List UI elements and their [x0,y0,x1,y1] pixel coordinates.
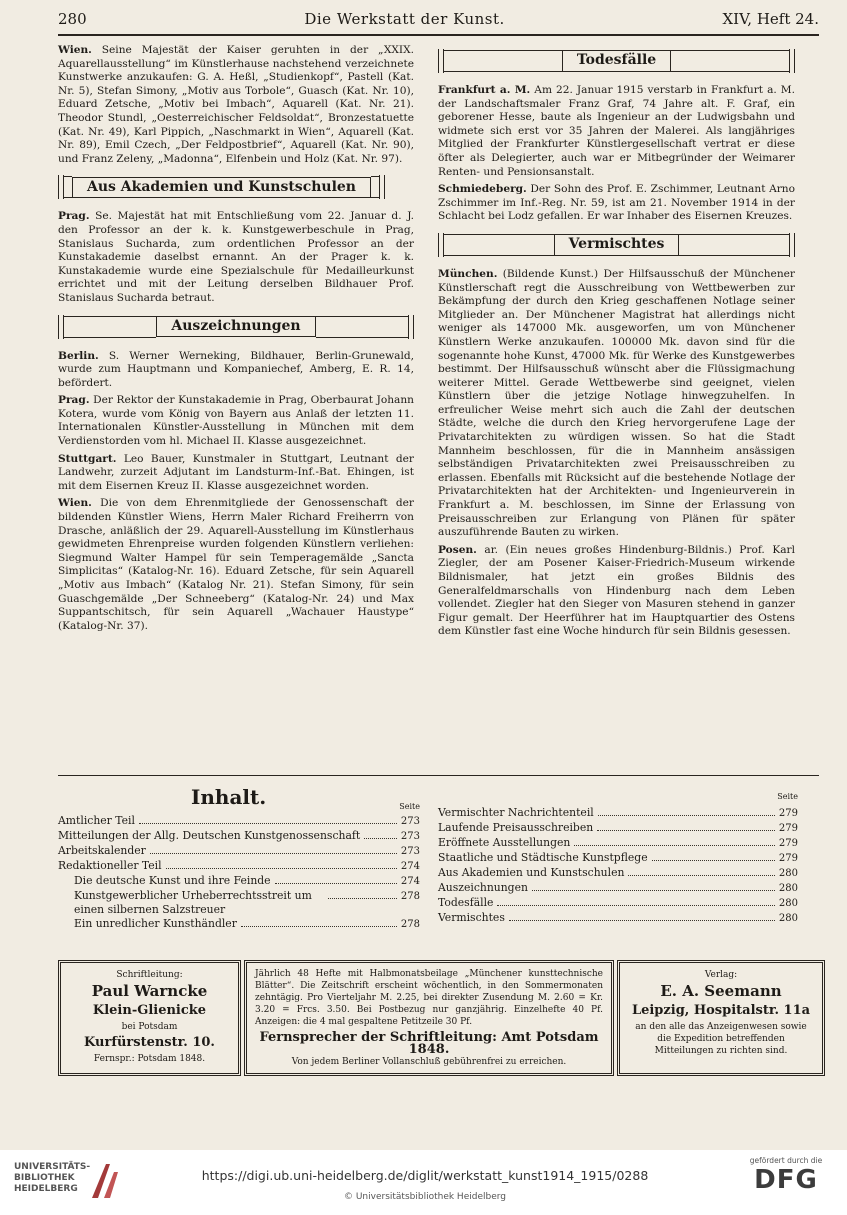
library-logo[interactable]: UNIVERSITÄTS- BIBLIOTHEK HEIDELBERG [14,1162,134,1195]
article-prag-2: Prag. Der Rektor der Kunstakademie in Prag, Oberbaurat Johann Kotera, wurde vom König von Bayern aus Anlaß der letzten 11. Internationalen Künstler-Ausstellung in München mit dem Verdienstorden vom hl. Michael II. Klasse ausgezeichnet. [58,394,414,448]
running-header [58,8,819,30]
toc-title: Inhalt. [191,785,267,809]
toc-entry: Vermischtes 280 [438,911,798,924]
section-heading-vermischtes: Vermischtes [438,232,795,258]
issue-label: XIV, Heft 24. [722,10,819,28]
article-wien: Wien. Seine Majestät der Kaiser geruhten in der „XXIX. Aquarellausstellung“ im Künstlerhause nachstehend verzeichnete Kunstwerke anzukaufen: G. A. Heßl, „Studienkopf“, Pastell (Kat. Nr. 5), Stefan Simony, „Motiv aus Torbole“, Guasch (Kat. Nr. 10), Eduard Zetsche, „Motiv bei Imbach“, Aquarell (Kat. Nr. 21). Theodor Stundl, „Oesterreichischer Feldsoldat“, Bronzestatuette (Kat. Nr. 49), Karl Pippich, „Naschmarkt in Wien“, Aquarell (Kat. Nr. 89), Emil Czech, „Der Feldpostbrief“, Aquarell (Kat. Nr. 90), und Franz Zeleny, „Madonna“, Elfenbein und Holz (Kat. Nr. 97). [58,44,414,165]
toc-entry: Ein unredlicher Kunsthändler 278 [74,917,420,930]
library-emblem-icon [88,1160,124,1200]
toc-entry: Aus Akademien und Kunstschulen 280 [438,866,798,879]
toc-divider [58,775,819,776]
table-of-contents-right [438,786,798,926]
toc-entry: Arbeitskalender 273 [58,844,420,857]
article-posen: Posen. ar. (Ein neues großes Hindenburg-Bildnis.) Prof. Karl Ziegler, der am Posener Kaiser-Friedrich-Museum wirkende Bildnismaler, hat jetzt ein großes Bildnis des Generalfeldmarschalls von Hindenburg nach dem Leben vollendet. Ziegler hat den Sieger von Masuren stehend in ganzer Figur gemalt. Der Heerführer hat im Hauptquartier des Ostens dem Künstler fast eine Woche hindurch für sein Bildnis gesessen. [438,543,796,638]
imprint [58,960,819,1072]
dfg-logo[interactable]: gefördert durch die DFG [749,1156,823,1195]
toc-entry: Amtlicher Teil 273 [58,814,420,827]
left-column [58,44,414,637]
section-heading-akademien: Aus Akademien und Kunstschulen [58,174,414,200]
article-stuttgart: Stuttgart. Leo Bauer, Kunstmaler in Stuttgart, Leutnant der Landwehr, zurzeit Adjutant im Landsturm-Inf.-Bat. Ehingen, ist mit dem Eisernen Kreuz II. Klasse ausgezeichnet worden. [58,452,414,492]
article-wien-2: Wien. Die von dem Ehrenmitgliede der Genossenschaft der bildenden Künstler Wiens, Herrn Maler Richard Freiherrn von Drasche, anläßlich der 29. Aquarell-Ausstellung im Künstlerhaus gewidmeten Ehrenpreise wurden folgenden Künstlern verliehen: Siegmund Walter Hampel für sein Temperagemälde „Sancta Simplicitas“ (Katalog-Nr. 16). Eduard Zetsche, für sein Aquarell „Motiv aus Imbach“ (Katalog Nr. 21). Stefan Simony, für sein Guaschgemälde „Der Schneeberg“ (Katalog-Nr. 24) und Max Suppantschitsch, für sein Aquarell „Wachauer Haustype“ (Katalog-Nr. 37). [58,497,414,632]
toc-entry: Redaktioneller Teil 274 [58,859,420,872]
seite-label: Seite [399,802,420,811]
page-number: 280 [58,10,87,28]
article-berlin: Berlin. S. Werner Werneking, Bildhauer, Berlin-Grunewald, wurde zum Hauptmann und Kompaniechef, Amberg, E. R. 14, befördert. [58,349,414,389]
article-schmiedeberg: Schmiedeberg. Der Sohn des Prof. E. Zschimmer, Leutnant Arno Zschimmer im Inf.-Reg. Nr. 59, ist am 21. November 1914 in der Schlacht bei Lodz gefallen. Er war Inhaber des Eisernen Kreuzes. [438,183,795,223]
table-of-contents-left [58,786,420,932]
header-rule [58,34,819,36]
article-muenchen: München. (Bildende Kunst.) Der Hilfsausschuß der Münchener Künstlerschaft regt die Ausschreibung von Wettbewerben zur Bekämpfung der durch den Krieg geschaffenen Notlage seiner Mitglieder an. Der Münchener Magistrat hat allerdings nicht weniger als 147000 Mk. ausgeworfen, um von Münchener Künstlern Werke anzukaufen. 100000 Mk. davon sind für die sogenannte hohe Kunst, 47000 Mk. für Werke des Kunstgewerbes bestimmt. Der Hilfsausschuß wünscht aber die Flüssigmachung weiterer Mittel. Gerade Wettbewerbe sind geeignet, vielen Künstlern über die jetzige Notlage hinwegzuhelfen. In erfreulicher Weise mehrt sich auch die Zahl der deutschen Städte, welche die durch den Krieg hervorgerufene Lage der Privatarchitekten zu würdigen wissen. So hat die Stadt Mannheim beschlossen, für die in Mannheim ansässigen selbständigen Privatarchitekten zwei Preisausschreiben zu erlassen. Ebenfalls mit Rücksicht auf die bestehende Notlage der Privatarchitekten hat der Architekten- und Ingenieurverein in Frankfurt a. M. beschlossen, im Sinne der Erlassung von Preisausschreiben zur Erlangung von Plänen für später auszuführende Bauten zu wirken. [438,267,795,539]
article-frankfurt: Frankfurt a. M. Am 22. Januar 1915 verstarb in Frankfurt a. M. der Landschaftsmaler Franz Graf, 74 Jahre alt. F. Graf, ein geborener Hesse, baute als Ingenieur an der Ludwigsbahn und widmete sich erst vor 35 Jahren der Malerei. Als langjähriges Mitglied der Frankfurter Künstlergesellschaft vertrat er diese öfter als Delegierter, auch war er Mitbegründer der Weimarer Renten- und Pensionsanstalt. [438,84,796,178]
permalink-url[interactable]: https://digi.ub.uni-heidelberg.de/diglit/werkstatt_kunst1914_1915/0288 [201,1168,649,1183]
toc-entry: Todesfälle 280 [438,896,798,909]
editor-box: Schriftleitung: Paul Warncke Klein-Glienicke bei Potsdam Kurfürstenstr. 10. Fernspr.: Potsdam 1848. [58,960,241,1076]
viewer-footer [0,1150,847,1215]
toc-entry: Staatliche und Städtische Kunstpflege 279 [438,851,798,864]
toc-entry: Mitteilungen der Allg. Deutschen Kunstgenossenschaft 273 [58,829,420,842]
toc-entry: Laufende Preisausschreiben 279 [438,821,798,834]
toc-entry: Auszeichnungen 280 [438,881,798,894]
seite-label-right: Seite [777,792,798,801]
toc-entry: Die deutsche Kunst und ihre Feinde 274 [74,874,420,887]
publisher-box: Verlag: E. A. Seemann Leipzig, Hospitalstr. 11a an den alle das Anzeigenwesen sowie die Expedition betreffenden Mitteilungen zu richten sind. [617,960,825,1076]
toc-entry: Kunstgewerblicher Urheberrechtsstreit um einen silbernen Salzstreuer 278 [74,889,420,916]
copyright-notice: © Universitätsbibliothek Heidelberg [343,1192,506,1202]
toc-entry: Eröffnete Ausstellungen 279 [438,836,798,849]
section-heading-todesfaelle: Todesfälle [438,48,795,74]
subscription-box: Jährlich 48 Hefte mit Halbmonatsbeilage „Münchener kunsttechnische Blätter“. Die Zeitschrift erscheint wöchentlich, in den Sommermonaten zehntägig. Pro Vierteljahr M. 2.25, bei direkter Zusendung M. 2.60 = Kr. 3.20 = Frcs. 3.50. Bei Postbezug nur ganzjährig. Einzelhefte 40 Pf. Anzeigen: die 4 mal gespaltene Petitzeile 30 Pf. Fernsprecher der Schriftleitung: Amt Potsdam 1848. Von jedem Berliner Vollanschluß gebührenfrei zu erreichen. [244,960,614,1076]
section-heading-auszeichnungen: Auszeichnungen [58,314,414,340]
article-prag: Prag. Se. Majestät hat mit Entschließung vom 22. Januar d. J. den Professor an der k. k. Kunstgewerbeschule in Prag, Stanislaus Sucharda, zum ordentlichen Professor an der Kunstakademie daselbst ernannt. An der Prager k. k. Kunstakademie wurde eine Spezialschule für Medailleurkunst errichtet und mit der Leitung derselben Bildhauer Prof. Stanislaus Sucharda betraut. [58,210,414,304]
toc-entry: Vermischter Nachrichtenteil 279 [438,806,798,819]
right-column [438,44,795,643]
running-title: Die Werkstatt der Kunst. [304,10,505,28]
